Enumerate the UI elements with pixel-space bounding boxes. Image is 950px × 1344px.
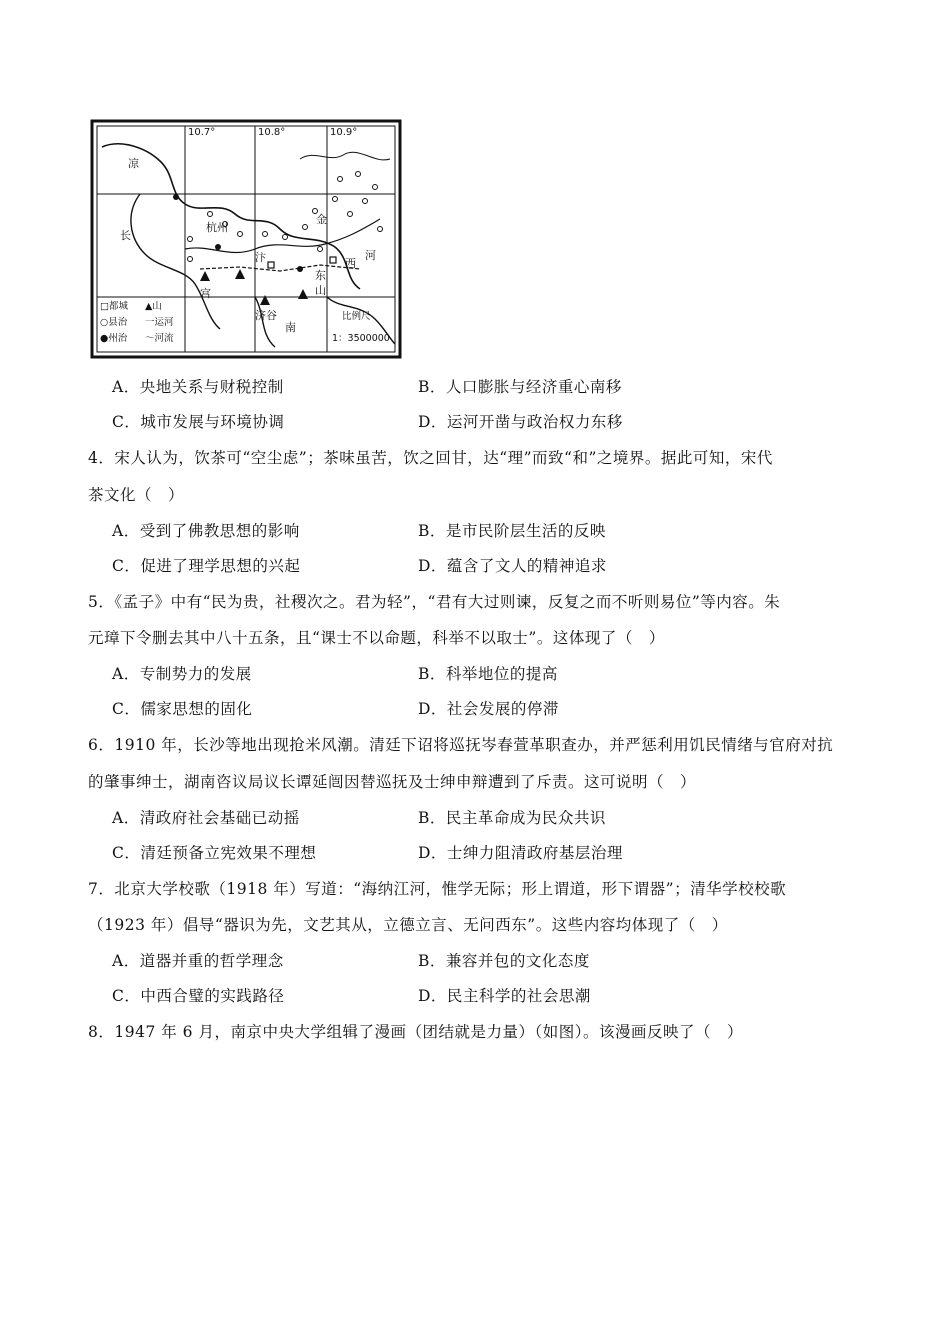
- q5-stem-line1: 5．《孟子》中有“民为贵，社稷次之。君为轻”，“君有大过则谏，反复之而不听则易位”等内容。朱: [88, 593, 781, 611]
- q4-option-d: D．蕴含了文人的精神追求: [418, 557, 607, 575]
- lat-label-1: 10.7°: [188, 127, 216, 138]
- q3-option-a: A．央地关系与财税控制: [112, 378, 284, 396]
- lat-label-2: 10.8°: [258, 127, 286, 138]
- q3-option-b: B．人口膨胀与经济重心南移: [418, 378, 622, 396]
- q8-stem-line1: 8．1947 年 6 月，南京中央大学组辑了漫画（团结就是力量）（如图）。该漫画反映了（ ）: [88, 1023, 743, 1041]
- q7-option-c: C．中西合璧的实践路径: [112, 987, 285, 1005]
- place-jin: 金: [316, 213, 327, 226]
- q5-option-c: C．儒家思想的固化: [112, 700, 253, 718]
- place-chang: 长: [120, 229, 131, 242]
- q4-option-c: C．促进了理学思想的兴起: [112, 557, 301, 575]
- place-he: 河: [365, 249, 376, 262]
- q7-option-d: D．民主科学的社会思潮: [418, 987, 591, 1005]
- legend-river: ～河流: [145, 333, 174, 344]
- lat-label-3: 10.9°: [330, 127, 358, 138]
- place-gong: 宫: [200, 287, 211, 300]
- legend-capital: □都城: [100, 301, 128, 312]
- q7-option-a: A．道器并重的哲学理念: [112, 952, 284, 970]
- q4-option-b: B．是市民阶层生活的反映: [418, 522, 606, 540]
- place-liang: 凉: [128, 157, 139, 170]
- q6-option-a: A．清政府社会基础已动摇: [112, 809, 300, 827]
- q5-option-a: A．专制势力的发展: [112, 665, 252, 683]
- q7-stem-line1: 7．北京大学校歌（1918 年）写道：“海纳江河，惟学无际；形上谓道，形下谓器”；清华学校校歌: [88, 880, 787, 898]
- legend-county: ○县治: [100, 317, 128, 328]
- place-nan: 南: [285, 321, 296, 334]
- legend-canal: 一运河: [145, 317, 174, 328]
- q6-stem-line2: 的肇事绅士，湖南咨议局议长谭延闿因替巡抚及士绅申辩遭到了斥责。这可说明（ ）: [88, 773, 697, 791]
- q5-option-d: D．社会发展的停滞: [418, 700, 559, 718]
- q4-stem-line2: 茶文化（ ）: [88, 486, 185, 504]
- scale-value: 1：3500000: [332, 333, 390, 344]
- q6-option-d: D．士绅力阻清政府基层治理: [418, 844, 623, 862]
- q4-option-a: A．受到了佛教思想的影响: [112, 522, 300, 540]
- q4-stem-line1: 4．宋人认为，饮茶可“空尘虑”；茶味虽苦，饮之回甘，达“理”而致“和”之境界。据此可知，宋代: [88, 449, 773, 467]
- q6-stem-line1: 6．1910 年，长沙等地出现抢米风潮。清廷下诏将巡抚岑春萱革职查办，并严惩利用饥民情绪与官府对抗: [88, 736, 834, 754]
- place-dong: 东: [315, 269, 326, 282]
- q7-option-b: B．兼容并包的文化态度: [418, 952, 590, 970]
- scale-title: 比例尺: [342, 311, 371, 322]
- place-shan: 山: [315, 284, 326, 297]
- historical-map: [90, 119, 402, 359]
- q3-option-d: D．运河开凿与政治权力东移: [418, 413, 623, 431]
- place-jigu: 济谷: [255, 309, 277, 322]
- q5-stem-line2: 元璋下令删去其中八十五条，且“课士不以命题，科举不以取士”。这体现了（ ）: [88, 629, 665, 647]
- place-bian: 汴: [255, 251, 266, 264]
- place-hangzhou: 杭州: [206, 221, 228, 234]
- q6-option-c: C．清廷预备立宪效果不理想: [112, 844, 317, 862]
- legend-prefecture: ●州治: [100, 333, 128, 344]
- q7-stem-line2: （1923 年）倡导“器识为先，文艺其从，立德立言、无问西东”。这些内容均体现了（ ）: [88, 916, 728, 934]
- q3-option-c: C．城市发展与环境协调: [112, 413, 285, 431]
- legend-mountain: ▲山: [145, 301, 162, 312]
- q6-option-b: B．民主革命成为民众共识: [418, 809, 606, 827]
- q5-option-b: B．科举地位的提高: [418, 665, 558, 683]
- place-xi: 西: [345, 257, 356, 270]
